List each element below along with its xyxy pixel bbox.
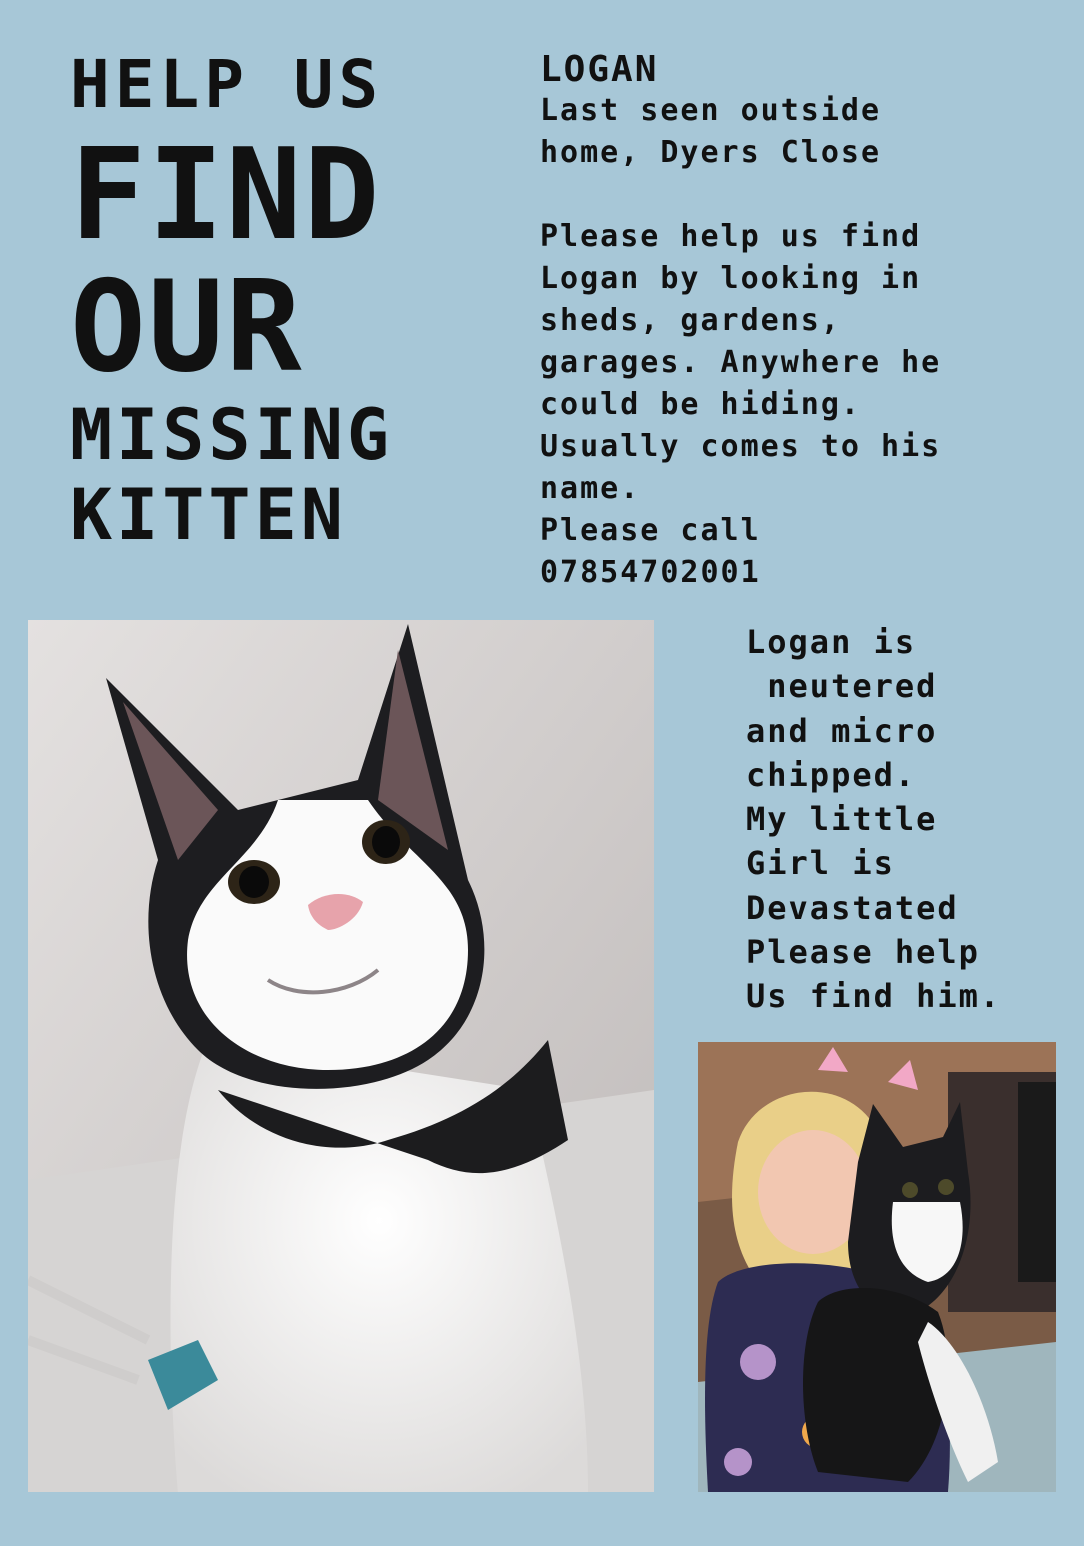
headline-line-our: OUR [70,253,304,400]
girl-photo-illustration [698,1042,1056,1492]
kitten-photo-illustration [28,620,654,1492]
headline-line-help-us: HELP US [70,46,384,123]
headline [70,46,460,560]
headline-line-find: FIND [70,121,382,268]
side-note: Logan is neutered and micro chipped. My little Girl is Devastated Please help Us find him. [746,623,1002,1016]
info-block [540,50,1040,594]
appeal-text: Please help us find Logan by looking in sheds, gardens, garages. Anywhere he could be hiding. Usually comes to his name. Please call 07854702001 [540,219,942,590]
girl-holding-kitten-photo [698,1042,1056,1492]
last-seen-text: Last seen outside home, Dyers Close [540,93,882,170]
headline-line-kitten: KITTEN [70,474,347,556]
cat-name: LOGAN [540,49,659,90]
headline-line-missing: MISSING [70,394,394,476]
kitten-photo [28,620,654,1492]
